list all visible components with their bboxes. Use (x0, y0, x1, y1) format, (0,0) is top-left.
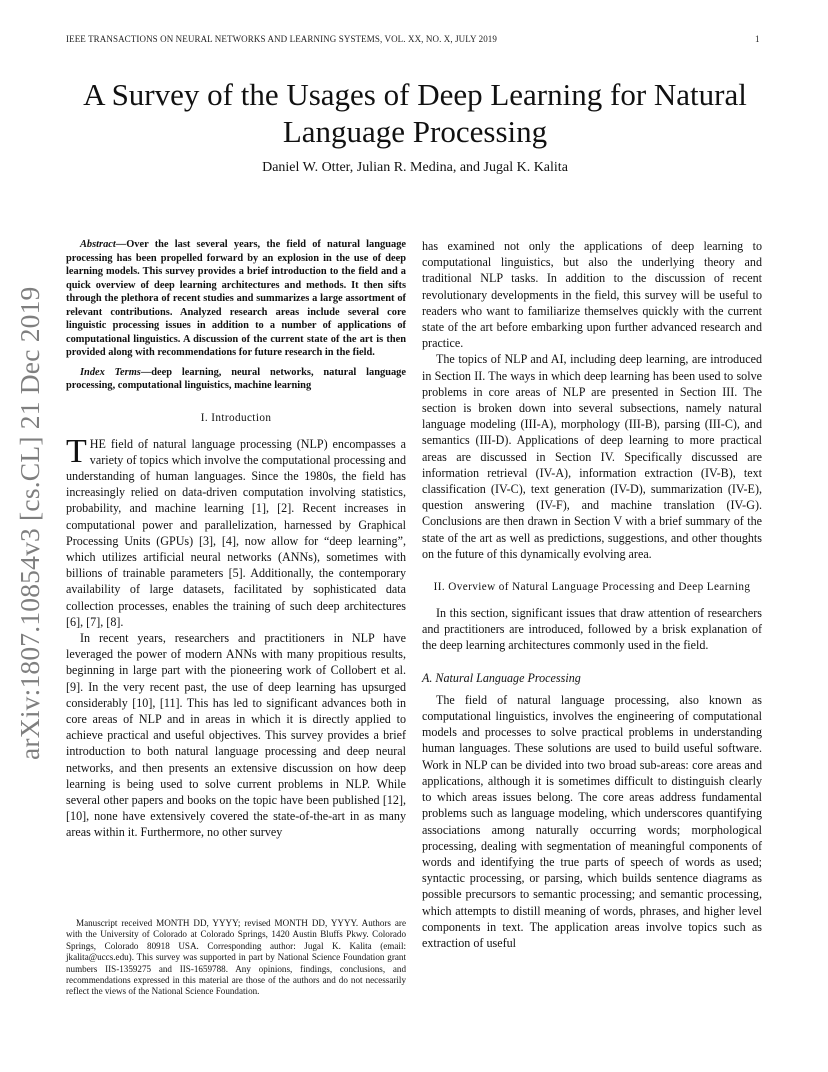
right-column (422, 238, 762, 951)
intro-paragraph-1 (66, 432, 406, 630)
drop-cap: T (66, 432, 87, 470)
section-heading-overview: II. Overview of Natural Language Processing and Deep Learning (433, 581, 751, 594)
abstract (66, 238, 406, 360)
overview-paragraph-1: In this section, significant issues that draw attention of researchers and practitioners are introduced, followed by a brisk explanation of the deep learning architectures commonly used in the field. (422, 606, 762, 653)
nlp-paragraph-1: The field of natural language processing, also known as computational linguistics, involves the engineering of computational models and processes to solve practical problems in understanding human languages. These solutions are used to build useful software. Work in NLP can be divided into two broad sub-areas: core areas and applications, although it is sometimes difficult to distinguish clearly to which areas issues belong. The core areas address fundamental problems such as language modeling, which underscores quantifying associations among naturally occurring words; morphological processing, dealing with segmentation of meaningful components of words and identifying the true parts of speech of words as used; syntactic processing, or parsing, which builds sentence diagrams as possible precursors to semantic processing; and semantic processing, which attempts to distill meaning of words, phrases, and higher level components in text. The application areas involve topics such as extraction of useful (422, 692, 762, 950)
paper-authors: Daniel W. Otter, Julian R. Medina, and Jugal K. Kalita (262, 160, 568, 175)
paper-title: A Survey of the Usages of Deep Learning for Natural Language Processing (83, 77, 747, 149)
index-terms-label: Index Terms (80, 366, 141, 378)
section-heading-introduction: I. Introduction (200, 411, 272, 424)
index-terms-text: —deep learning, neural networks, natural language processing, computational linguistics, machine learning (66, 366, 406, 391)
intro-paragraph-2: In recent years, researchers and practitioners in NLP have leveraged the power of modern ANNs with many propitious results, beginning in large part with the pioneering work of Collobert et al. [9]. In the very recent past, the use of deep learning has upsurged considerably [10], [11]. This has led to significant advances both in core areas of NLP and in areas in which it is directly applied to achieve practical and useful objectives. This survey provides a brief introduction to both natural language processing and deep neural networks, and then presents an extensive discussion on how deep learning is being used to solve current problems in NLP. While several other papers and books on the topic have been published [12], [10], none have extensively covered the state-of-the-art in as many areas within it. Furthermore, no other survey (66, 630, 406, 840)
subsection-heading-nlp: A. Natural Language Processing (422, 670, 581, 685)
page-number: 1 (755, 34, 760, 44)
right-paragraph-1: has examined not only the applications of deep learning to computational linguistics, but also the underlying theory and traditional NLP tasks. In addition to the discussion of recent revolutionary developments in the field, this survey will be useful to readers who want to familiarize themselves quickly with the current state of the art before embarking upon further advanced research and practice. (422, 239, 762, 351)
arxiv-stamp: arXiv:1807.10854v3 [cs.CL] 21 Dec 2019 (14, 286, 45, 760)
right-paragraph-2: The topics of NLP and AI, including deep learning, are introduced in Section II. The ways in which deep learning has been used to solve problems in core areas of NLP are presented in Section III. The section is broken down into several subsections, namely natural language modeling (III-A), morphology (III-B), parsing (III-C), and semantics (III-D). Applications of deep learning to more practical areas are discussed in Section IV. Specifically discussed are information retrieval (IV-A), information extraction (IV-B), text classification (IV-C), text generation (IV-D), summarization (IV-E), question answering (IV-F), and machine translation (IV-G). Conclusions are then drawn in Section V with a brief summary of the state of the art as well as predictions, suggestions, and other thoughts on the future of this dynamically evolving area. (422, 352, 762, 561)
abstract-text: —Over the last several years, the field of natural language processing has been propelled forward by an explosion in the use of deep learning models. This survey provides a brief introduction to the field and a quick overview of deep learning architectures and methods. It then sifts through the plethora of recent studies and summarizes a large assortment of relevant contributions. Analyzed research areas include several core linguistic processing issues in addition to a number of applications of computational linguistics. A discussion of the current state of the art is then provided along with recommendations for future research in the field. (66, 239, 406, 358)
running-head: IEEE TRANSACTIONS ON NEURAL NETWORKS AND LEARNING SYSTEMS, VOL. XX, NO. X, JULY 2019 (66, 34, 497, 44)
intro-paragraph-1-text: HE field of natural language processing (NLP) encompasses a variety of topics which involve the computational processing and understanding of human languages. Since the 1980s, the field has increasingly relied on data-driven computation involving statistics, probability, and machine learning [1], [2]. Recent increases in computational power and parallelization, harnessed by Graphical Processing Units (GPUs) [3], [4], now allow for “deep learning”, which utilizes artificial neural networks (ANNs), sometimes with billions of trainable parameters [5]. Additionally, the contemporary availability of large datasets, facilitated by sophisticated data collection processes, enables the training of such deep architectures [6], [7], [8]. (66, 436, 406, 629)
abstract-label: Abstract (80, 239, 116, 250)
index-terms (66, 366, 406, 393)
footnote: Manuscript received MONTH DD, YYYY; revised MONTH DD, YYYY. Authors are with the University of Colorado at Colorado Springs, 1420 Austin Bluffs Pkwy. Colorado Springs, Colorado 80918 USA. Corresponding author: Jugal K. Kalita (email: jkalita@uccs.edu). This survey was supported in part by National Science Foundation grant numbers IIS-1359275 and IIS-1659788. Any opinions, findings, conclusions, and recommendations expressed in this material are those of the authors and do not necessarily reflect the views of the National Science Foundation. (66, 918, 406, 997)
left-column (66, 238, 406, 841)
